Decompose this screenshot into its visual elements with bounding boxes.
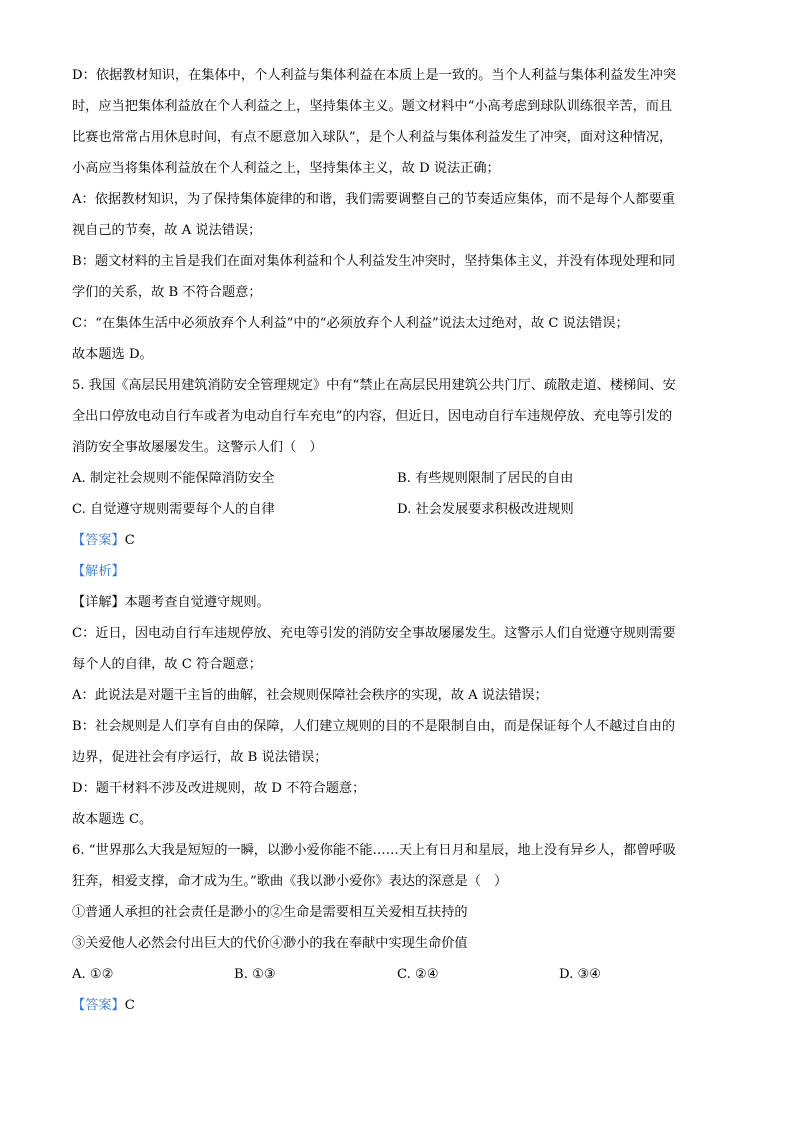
q5-answer: C	[124, 533, 135, 548]
q4-d-line-4: 小高应当将集体利益放在个人利益之上，坚持集体主义，故 D 说法正确；	[72, 161, 500, 176]
q4-d-line-1: D：依据教材知识，在集体中，个人利益与集体利益在本质上是一致的。当个人利益与集体利益发生冲突	[72, 68, 677, 83]
q6-answer-tag: 【答案】	[72, 998, 125, 1013]
q6-statement-line-1: ①普通人承担的社会责任是渺小的②生命是需要相互关爱相互扶持的	[72, 905, 468, 920]
q5-detail-row	[72, 594, 270, 612]
q6-option-b: B. ①③	[234, 967, 276, 982]
q5-stem-line-3: 消防安全事故屡屡发生。这警示人们（ ）	[72, 440, 323, 455]
q5-detail: 本题考查自觉遵守规则。	[124, 595, 270, 610]
q5-answer-row	[72, 532, 135, 550]
q5-b-line-2: 边界，促进社会有序运行，故 B 说法错误；	[72, 750, 328, 765]
q4-c-line: C：“在集体生活中必须放弃个人利益”中的“必须放弃个人利益”说法太过绝对，故 C 说法错误；	[72, 316, 629, 331]
q5-analysis-row	[72, 563, 125, 581]
q5-b-line-1: B：社会规则是人们享有自由的保障，人们建立规则的目的不是限制自由，而是保证每个人不越过自由的	[72, 719, 676, 734]
q5-option-a: A. 制定社会规则不能保障消防安全	[72, 471, 275, 486]
q6-option-a: A. ①②	[72, 967, 114, 982]
q5-stem-line-1: 5. 我国《高层民用建筑消防安全管理规定》中有“禁止在高层民用建筑公共门厅、疏散走道、楼梯间、安	[72, 378, 676, 393]
q6-option-d: D. ③④	[559, 967, 602, 982]
q5-answer-tag: 【答案】	[72, 533, 125, 548]
q6-answer-row	[72, 997, 135, 1015]
q5-detail-tag: 【详解】	[72, 595, 125, 610]
q4-d-line-2: 时，应当把集体利益放在个人利益之上，坚持集体主义。题文材料中“小高考虑到球队训练很辛苦，而且	[72, 99, 673, 114]
q4-d-line-3: 比赛也常常占用休息时间，有点不愿意加入球队”，是个人利益与集体利益发生了冲突，面对这种情况，	[72, 130, 673, 145]
q5-c-line-1: C：近日，因电动自行车违规停放、充电等引发的消防安全事故屡屡发生。这警示人们自觉遵守规则需要	[72, 626, 676, 641]
q4-a-line-2: 视自己的节奏，故 A 说法错误；	[72, 223, 262, 238]
q4-a-line-1: A：依据教材知识，为了保持集体旋律的和谐，我们需要调整自己的节奏适应集体，而不是每个人都要重	[72, 192, 675, 207]
q5-option-c: C. 自觉遵守规则需要每个人的自律	[72, 502, 275, 517]
q6-answer: C	[124, 998, 135, 1013]
q5-conclusion: 故本题选 C。	[72, 812, 153, 827]
q6-statement-line-2: ③关爱他人必然会付出巨大的代价④渺小的我在奉献中实现生命价值	[72, 936, 468, 951]
q4-b-line-2: 学们的关系，故 B 不符合题意；	[72, 285, 262, 300]
q6-stem-line-2: 狂奔，相爱支撑，命才成为生。”歌曲《我以渺小爱你》表达的深意是（ ）	[72, 874, 508, 889]
q5-d-line: D：题干材料不涉及改进规则，故 D 不符合题意；	[72, 781, 366, 796]
q5-option-d: D. 社会发展要求积极改进规则	[397, 502, 574, 517]
q5-analysis-tag: 【解析】	[72, 564, 125, 579]
q5-a-line: A：此说法是对题干主旨的曲解，社会规则保障社会秩序的实现，故 A 说法错误；	[72, 688, 548, 703]
q5-c-line-2: 每个人的自律，故 C 符合题意；	[72, 657, 262, 672]
q6-stem-line-1: 6. “世界那么大我是短短的一瞬，以渺小爱你能不能……天上有日月和星辰，地上没有异乡人，都曾呼吸	[72, 843, 676, 858]
q5-stem-line-2: 全出口停放电动自行车或者为电动自行车充电”的内容，但近日，因电动自行车违规停放、充电等引发的	[72, 409, 673, 424]
q6-option-c: C. ②④	[397, 967, 439, 982]
q5-option-b: B. 有些规则限制了居民的自由	[397, 471, 574, 486]
q4-conclusion: 故本题选 D。	[72, 347, 153, 362]
q4-b-line-1: B：题文材料的主旨是我们在面对集体利益和个人利益发生冲突时，坚持集体主义，并没有体现处理和同	[72, 254, 676, 269]
